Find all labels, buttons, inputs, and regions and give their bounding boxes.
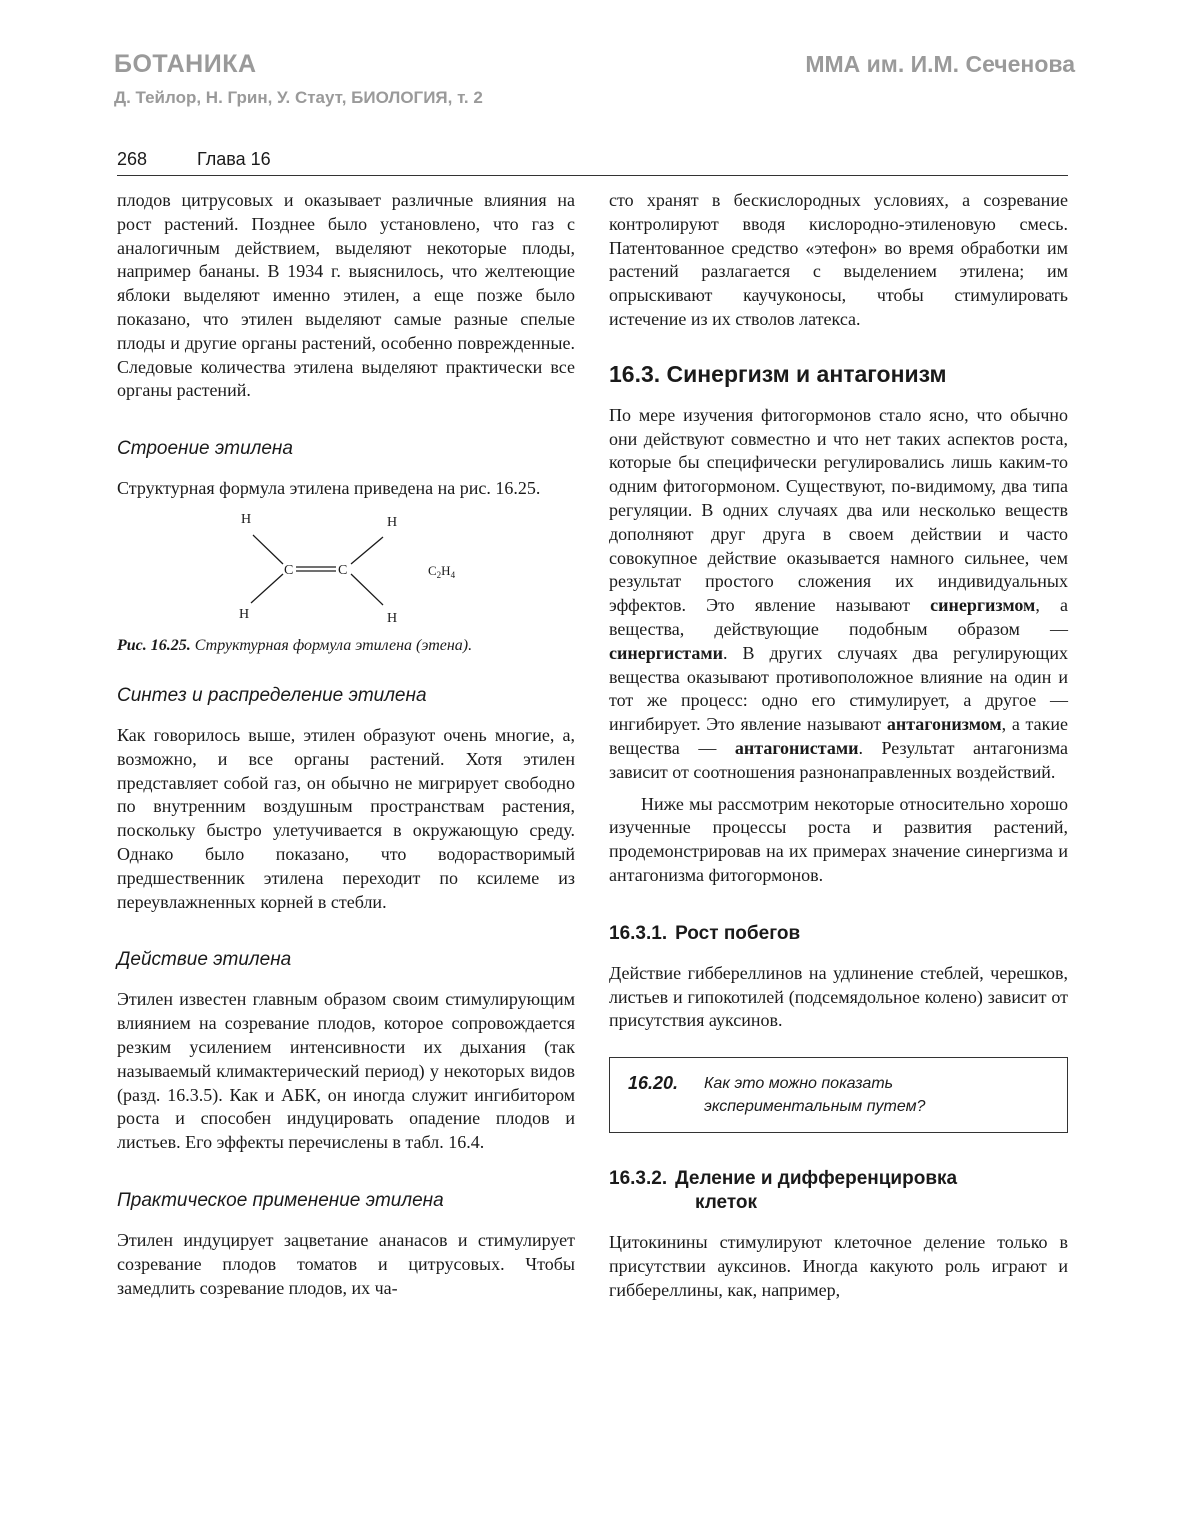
ethylene-structure-figure: [117, 501, 575, 636]
section-heading: 16.3. Синергизм и антагонизм: [609, 360, 947, 387]
paragraph: Цитокинины стимулируют клеточное деление только в присутствии ауксинов. Иногда какуюто роль играют и гиббереллины, как, например,: [609, 1232, 1068, 1300]
term-antagonists: антагонистами: [734, 737, 859, 758]
subheading-structure: Строение этилена: [117, 438, 293, 460]
bonds: [251, 535, 383, 605]
subsection-heading-cell-division: 16.3.2. Деление и дифференцировка клеток: [609, 1168, 958, 1214]
paragraph: Этилен индуцирует зацветание ананасов и стимулирует созревание плодов томатов и цитрусовых. Чтобы замедлить созревание плодов, их ча-: [117, 1229, 575, 1298]
term-synergists: синергистами: [609, 642, 723, 663]
right-column: [609, 189, 1068, 1303]
question-text: Как это можно показать экспериментальным путем?: [704, 1075, 926, 1116]
page-number: 268: [117, 149, 148, 169]
watermark-left: БОТАНИКА: [114, 50, 257, 78]
ethylene-formula-diagram: [117, 501, 575, 636]
paragraph-synergism: По мере изучения фитогормонов стало ясно, что обычно они действуют совместно и что нет таких аспектов роста, которые бы специфически регулировались лишь каким-то одним фитогормоном. Существуют, по-видимому, два типа регуляции. В одних случаях два или несколько веществ дополняют друг друга в своем действии и часто совокупное действие оказывается намного сильнее, чем результат простого сложения их индивидуальных эффектов. Это явление называют синергизмом, а вещества, действующие подобным образом — синергистами. В других случаях два регулирующих вещества оказывают противоположное влияние на один и тот же процесс: одно его стимулирует, а другое — ингибирует. Это явление называют антагонизмом, а такие вещества — антагонистами. Результат антагонизма зависит от соотношения разнонаправленных воздействий.: [609, 404, 1068, 782]
subheading-practical: Практическое применение этилена: [117, 1189, 444, 1211]
paragraph: плодов цитрусовых и оказывает различные влияния на рост растений. Позднее было установлено, что газ с аналогичным действием, выделяют некоторые плоды, например бананы. В 1934 г. выяснилось, что желтеющие яблоки выделяют именно этилен, а еще позже было показано, что этилен выделяют самые разные спелые плоды и другие органы растений, особенно поврежденные. Следовые количества этилена выделяют практически все органы растений.: [117, 190, 575, 401]
hydrogen-atom: H: [239, 606, 250, 622]
hydrogen-atom: H: [387, 610, 398, 626]
single-bond: [251, 574, 283, 603]
paragraph: Действие гиббереллинов на удлинение стеблей, черешков, листьев и гипокотилей (подсемядольное колено) зависит от присутствия ауксинов.: [609, 962, 1068, 1031]
carbon-atom: C: [338, 562, 348, 578]
figure-caption: [117, 636, 575, 656]
hydrogen-atom: H: [387, 514, 398, 530]
paragraph: Структурная формула этилена приведена на рис. 16.25.: [117, 478, 541, 499]
caption-text: Структурная формула этилена (этена).: [194, 636, 473, 654]
paragraph: Как говорилось выше, этилен образуют очень многие, а, возможно, и все органы растений. Хотя этилен представляет собой газ, он обычно не мигрирует свободно по внутренним воздушным пространствам растения, поскольку быстро улетучивается в окружающую среду. Однако было показано, что водорастворимый предшественник этилена переходит по ксилеме из переувлажненных корней в стебли.: [117, 724, 575, 912]
header-rule: [117, 175, 1068, 176]
formula-text: $C_2H_4$: [428, 562, 456, 580]
running-head: [117, 149, 271, 170]
subsection-heading-shoot-growth: 16.3.1. Рост побегов: [609, 922, 801, 944]
subheading-synthesis: Синтез и распределение этилена: [117, 684, 427, 706]
caption-label: Рис. 16.25.: [117, 636, 191, 654]
watermark-right: ММА им. И.М. Сеченова: [805, 51, 1075, 77]
chapter-label: Глава 16: [197, 149, 271, 169]
single-bond: [351, 574, 383, 605]
carbon-atom: C: [284, 562, 294, 578]
single-bond: [351, 537, 383, 564]
hydrogen-atom: H: [241, 511, 252, 527]
paragraph: Ниже мы рассмотрим некоторые относительно хорошо изученные процессы роста и развития растений, продемонстрировав на их примерах значение синергизма и антагонизма фитогормонов.: [609, 793, 1068, 885]
question-number: 16.20.: [628, 1073, 679, 1094]
question-box: [609, 1057, 1068, 1133]
single-bond: [253, 535, 283, 564]
watermark-subtitle: Д. Тейлор, Н. Грин, У. Стаут, БИОЛОГИЯ, т. 2: [114, 88, 483, 107]
paragraph: сто хранят в бескислородных условиях, а созревание контролируют вводя кислородно-этиленовую смесь. Патентованное средство «этефон» во время обработки им растений разлагается с выделением этилена; им опрыскивают каучуконосы, чтобы стимулировать истечение из их стволов латекса.: [609, 190, 1068, 329]
subheading-action: Действие этилена: [117, 949, 292, 971]
left-column: [117, 189, 575, 1300]
paragraph: Этилен известен главным образом своим стимулирующим влиянием на созревание плодов, которое сопровождается резким усилением интенсивности их дыхания (так называемый климактерический период) у некоторых видов (разд. 16.3.5). Как и АБК, он иногда служит ингибитором роста и способен индуцировать опадение плодов и листьев. Его эффекты перечислены в табл. 16.4.: [117, 989, 575, 1153]
term-synergism: синергизмом: [930, 595, 1036, 616]
term-antagonism: антагонизмом: [886, 714, 1002, 735]
